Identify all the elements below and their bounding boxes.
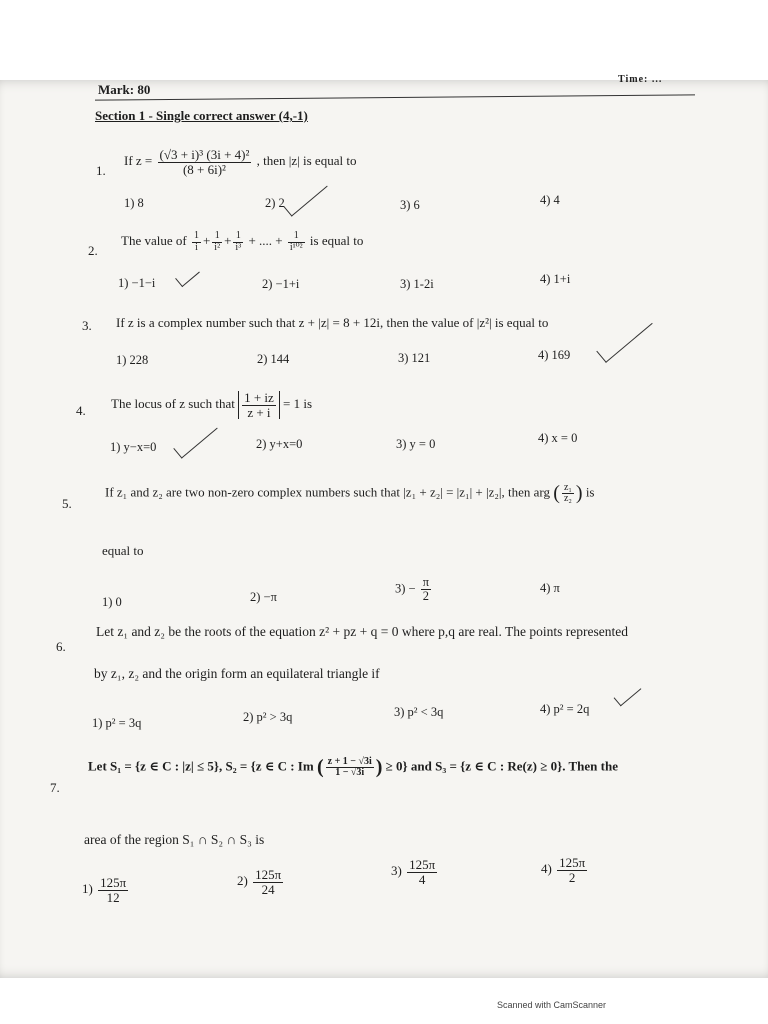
question-5-body: If z₁ and z₂ are two non-zero complex numbers such that |z₁ + z₂| = |z₁| + |z₂|, then arg xyxy=(105,484,551,500)
question-5-number: 5. xyxy=(62,496,72,511)
question-2-option-2[interactable]: 2) −1+i xyxy=(262,277,300,291)
question-1-option-4[interactable]: 4) 4 xyxy=(540,193,560,207)
question-2-text: The value of $\frac{1}{i}$ + $\frac{1}{\text{i²}}$ + $\frac{1}{\text{i³}}$ + .... + $\frac{1}{\text{i¹⁰²}}$ is equal to xyxy=(121,230,364,253)
question-1-option-3[interactable]: 3) 6 xyxy=(400,198,420,212)
question-1-option-2[interactable]: 2) 2 xyxy=(265,196,285,210)
question-2-option-4[interactable]: 4) 1+i xyxy=(540,272,571,286)
question-2-dots: + .... + xyxy=(248,232,283,248)
question-7-part-2: ≥ 0} and S₃ = {z ∈ C : Re(z) ≥ 0}. Then the xyxy=(385,758,618,774)
question-6-line-1: Let z₁ and z₂ be the roots of the equation z² + pz + q = 0 where p,q are real. The points represented xyxy=(96,624,628,639)
question-3-number: 3. xyxy=(82,318,92,333)
question-6-option-2[interactable]: 2) p² > 3q xyxy=(243,710,293,724)
question-6-line-2: by z₁, z₂ and the origin form an equilateral triangle if xyxy=(94,666,380,681)
question-7-option-2-fraction: $\frac{125\pi}{24}$ xyxy=(255,867,282,897)
question-7-option-4-fraction: $\frac{125\pi}{2}$ xyxy=(559,855,586,885)
question-1-option-1[interactable]: 1) 8 xyxy=(124,196,144,210)
question-4-option-4[interactable]: 4) x = 0 xyxy=(538,431,578,445)
question-5-text: If z₁ and z₂ are two non-zero complex numbers such that |z₁ + z₂| = |z₁| + |z₂|, then arg ( $\frac{\text{z₁}}{\text{z₂}}$ ) is xyxy=(105,481,595,504)
question-4-option-2[interactable]: 2) y+x=0 xyxy=(256,437,303,451)
question-3-option-4[interactable]: 4) 169 xyxy=(538,348,571,362)
question-6-number: 6. xyxy=(56,639,66,654)
question-3-option-2[interactable]: 2) 144 xyxy=(257,352,290,366)
question-2-number: 2. xyxy=(88,243,98,258)
question-2-prefix: The value of xyxy=(121,232,187,248)
question-4-modulus xyxy=(238,391,280,419)
question-2-term-last: $\frac{1}{\text{i¹⁰²}}$ xyxy=(289,230,303,253)
question-6-option-3[interactable]: 3) p² < 3q xyxy=(394,705,444,719)
question-7-part-1: Let S₁ = {z ∈ C : |z| ≤ 5}, S₂ = {z ∈ C : Im xyxy=(88,758,314,774)
question-5-line-2: equal to xyxy=(102,543,144,558)
question-1-text xyxy=(124,148,356,176)
question-2-term-2: $\frac{1}{\text{i²}}$ xyxy=(214,230,221,253)
question-2-term-3: $\frac{1}{\text{i³}}$ xyxy=(235,230,242,253)
question-1-number: 1. xyxy=(96,163,106,178)
question-4-suffix: = 1 is xyxy=(283,396,313,412)
question-6-option-1[interactable]: 1) p² = 3q xyxy=(92,716,142,730)
question-7-option-1[interactable]: 1) $\frac{125\pi}{12}$ xyxy=(82,875,127,905)
question-5-option-1[interactable]: 1) 0 xyxy=(102,595,122,609)
question-6-option-4[interactable]: 4) p² = 2q xyxy=(540,702,590,716)
question-5-suffix: is xyxy=(585,484,595,500)
question-7-line-1: Let S₁ = {z ∈ C : |z| ≤ 5}, S₂ = {z ∈ C : Im ( $\frac{z + 1 - √3i}{1 - √3i}$ ) ≥ 0} and S₃ = {z ∈ C : Re(z) ≥ 0}. Then the xyxy=(88,755,618,778)
question-3-option-1[interactable]: 1) 228 xyxy=(116,353,149,367)
question-4-prefix: The locus of z such that xyxy=(111,396,235,412)
time-label: Time: ... xyxy=(618,74,663,85)
question-7-option-2[interactable]: 2) $\frac{125\pi}{24}$ xyxy=(237,867,282,897)
question-3-option-3[interactable]: 3) 121 xyxy=(398,351,431,365)
question-7-option-4[interactable]: 4) $\frac{125\pi}{2}$ xyxy=(541,855,586,885)
question-7-option-3-fraction: $\frac{125\pi}{4}$ xyxy=(409,857,436,887)
question-4-fraction: $\frac{1 + iz}{z + i}$ xyxy=(244,390,274,420)
question-7-number: 7. xyxy=(50,780,60,795)
question-1-prefix: If z = xyxy=(124,153,153,169)
question-4-option-3[interactable]: 3) y = 0 xyxy=(396,437,436,451)
total-marks: Mark: 80 xyxy=(98,82,151,97)
section-title: Section 1 - Single correct answer (4,-1) xyxy=(95,108,308,123)
question-2-term-1: $\frac{1}{i}$ xyxy=(193,230,199,253)
question-2-suffix: is equal to xyxy=(309,232,364,248)
question-1-denominator: (8 + 6i)² xyxy=(182,161,226,177)
question-4-number: 4. xyxy=(76,403,86,418)
question-1-numerator: (√3 + i)³ (3i + 4)² xyxy=(159,147,250,162)
question-7-option-3[interactable]: 3) $\frac{125\pi}{4}$ xyxy=(391,857,436,887)
question-4-option-1[interactable]: 1) y−x=0 xyxy=(110,440,157,454)
scanner-watermark: Scanned with CamScanner xyxy=(497,1000,607,1010)
question-5-option-3[interactable]: 3) − $\frac{\pi}{2}$ xyxy=(395,575,430,604)
question-1-fraction xyxy=(158,148,252,176)
question-3-text: If z is a complex number such that z + |z| = 8 + 12i, then the value of |z²| is equal to xyxy=(116,315,549,330)
question-5-arg-fraction: $\frac{\text{z₁}}{\text{z₂}}$ xyxy=(563,481,572,504)
question-1-suffix: , then |z| is equal to xyxy=(256,153,357,169)
question-5-option-3-fraction: $\frac{\pi}{2}$ xyxy=(422,575,430,604)
question-2-option-1[interactable]: 1) −1−i xyxy=(118,276,156,290)
question-5-option-2[interactable]: 2) −π xyxy=(250,590,277,604)
question-7-fraction: $\frac{z + 1 - √3i}{1 - √3i}$ xyxy=(327,755,372,778)
question-4-text xyxy=(111,391,312,419)
question-2-option-3[interactable]: 3) 1-2i xyxy=(400,277,434,291)
question-7-option-1-fraction: $\frac{125\pi}{12}$ xyxy=(100,875,127,905)
question-7-line-2: area of the region S₁ ∩ S₂ ∩ S₃ is xyxy=(84,832,265,847)
question-5-option-4[interactable]: 4) π xyxy=(540,581,560,595)
